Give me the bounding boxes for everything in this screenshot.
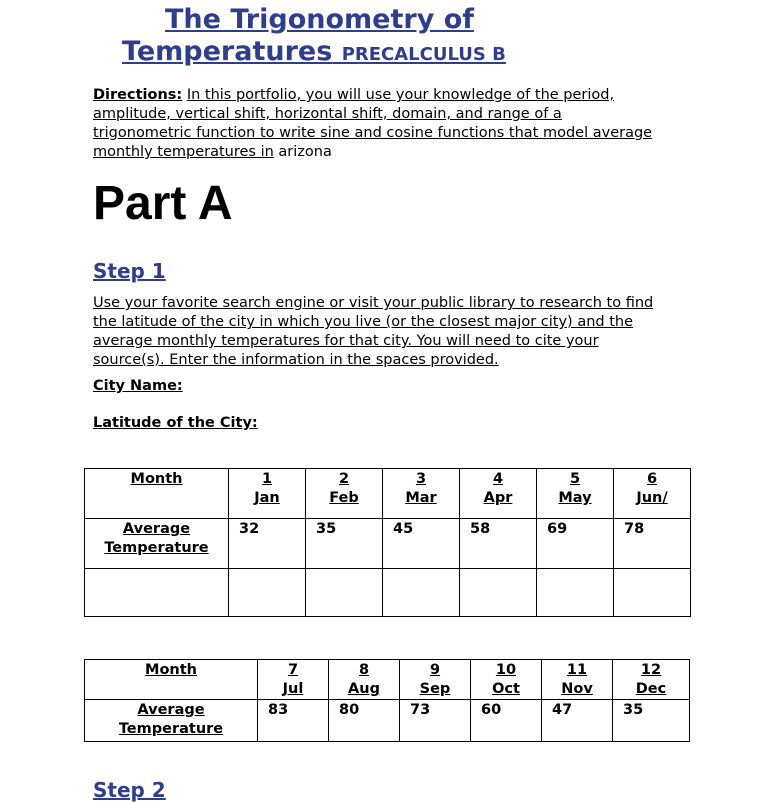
month-cell bbox=[329, 660, 400, 700]
month-number: 7 bbox=[287, 662, 299, 678]
temperature-cell[interactable]: 69 bbox=[537, 519, 614, 569]
temperature-cell[interactable]: 58 bbox=[460, 519, 537, 569]
document-title-line-1: The Trigonometry of bbox=[165, 4, 474, 35]
month-cell bbox=[229, 469, 306, 519]
month-number: 9 bbox=[429, 662, 441, 678]
average-temperature-label bbox=[85, 700, 258, 742]
title-temperatures: Temperatures bbox=[122, 36, 333, 67]
avg-label-line-2: Temperature bbox=[118, 721, 224, 737]
temperature-cell[interactable]: 73 bbox=[400, 700, 471, 742]
month-name: May bbox=[558, 490, 592, 506]
title-course: PRECALCULUS B bbox=[341, 44, 506, 65]
month-cell bbox=[613, 660, 690, 700]
empty-cell[interactable] bbox=[85, 569, 229, 617]
average-temperature-row bbox=[85, 519, 691, 569]
temperature-cell[interactable]: 35 bbox=[306, 519, 383, 569]
month-name: Feb bbox=[329, 490, 359, 506]
temperature-cell[interactable]: 35 bbox=[613, 700, 690, 742]
temperature-cell[interactable]: 45 bbox=[383, 519, 460, 569]
month-cell bbox=[471, 660, 542, 700]
month-header-row bbox=[85, 469, 691, 519]
temperature-table-jul-dec bbox=[84, 659, 690, 742]
temperature-cell[interactable]: 80 bbox=[329, 700, 400, 742]
month-cell bbox=[258, 660, 329, 700]
avg-label-line-1: Average bbox=[122, 521, 191, 537]
month-number: 8 bbox=[358, 662, 370, 678]
document-title-line-2 bbox=[122, 36, 506, 67]
empty-cell[interactable] bbox=[306, 569, 383, 617]
month-name: Nov bbox=[561, 681, 593, 697]
month-cell bbox=[306, 469, 383, 519]
directions-text: In this portfolio, you will use your knowledge of the period, amplitude, vertical shift, horizontal shift, domain, and range of a trigonometric function to write sine and cosine functions that model average monthly temperatures in bbox=[93, 87, 653, 160]
month-number: 6 bbox=[646, 471, 658, 487]
month-name: Jul bbox=[282, 681, 304, 697]
month-number: 12 bbox=[640, 662, 662, 678]
month-name: Apr bbox=[483, 490, 513, 506]
temperature-cell[interactable]: 47 bbox=[542, 700, 613, 742]
month-cell bbox=[400, 660, 471, 700]
empty-cell[interactable] bbox=[537, 569, 614, 617]
temperature-cell[interactable]: 83 bbox=[258, 700, 329, 742]
month-cell bbox=[614, 469, 691, 519]
empty-cell[interactable] bbox=[229, 569, 306, 617]
empty-cell[interactable] bbox=[383, 569, 460, 617]
average-temperature-row bbox=[85, 700, 690, 742]
month-header-row bbox=[85, 660, 690, 700]
month-name: Dec bbox=[635, 681, 667, 697]
temperature-table-jan-jun bbox=[84, 468, 691, 617]
temperature-cell[interactable]: 78 bbox=[614, 519, 691, 569]
directions-place: arizona bbox=[278, 144, 332, 160]
month-number: 11 bbox=[566, 662, 588, 678]
step-2-heading: Step 2 bbox=[93, 778, 166, 802]
month-cell bbox=[537, 469, 614, 519]
month-name: Sep bbox=[419, 681, 451, 697]
step-1-heading: Step 1 bbox=[93, 259, 166, 283]
month-number: 3 bbox=[415, 471, 427, 487]
directions-label: Directions: bbox=[93, 87, 183, 103]
month-header-cell: Month bbox=[85, 469, 229, 519]
empty-cell[interactable] bbox=[614, 569, 691, 617]
month-cell bbox=[542, 660, 613, 700]
temperature-cell[interactable]: 32 bbox=[229, 519, 306, 569]
empty-row bbox=[85, 569, 691, 617]
latitude-label: Latitude of the City: bbox=[93, 415, 258, 431]
temperature-cell[interactable]: 60 bbox=[471, 700, 542, 742]
city-name-label: City Name: bbox=[93, 378, 183, 394]
month-number: 5 bbox=[569, 471, 581, 487]
average-temperature-label bbox=[85, 519, 229, 569]
month-cell bbox=[460, 469, 537, 519]
step-1-instructions: Use your favorite search engine or visit your public library to research to find the latitude of the city in which you live (or the closest major city) and the average monthly temperatures for that city. You will need to cite your source(s). Enter the information in the spaces provided. bbox=[93, 295, 654, 368]
month-name: Mar bbox=[405, 490, 437, 506]
month-number: 4 bbox=[492, 471, 504, 487]
month-number: 2 bbox=[338, 471, 350, 487]
month-header-cell: Month bbox=[85, 660, 258, 700]
month-number: 1 bbox=[261, 471, 273, 487]
empty-cell[interactable] bbox=[460, 569, 537, 617]
avg-label-line-2: Temperature bbox=[104, 540, 209, 556]
directions-paragraph bbox=[93, 86, 653, 162]
month-name: Oct bbox=[492, 681, 520, 697]
month-cell bbox=[383, 469, 460, 519]
avg-label-line-1: Average bbox=[137, 702, 205, 718]
part-a-heading: Part A bbox=[93, 177, 233, 230]
month-number: 10 bbox=[495, 662, 517, 678]
month-name: Jan bbox=[254, 490, 280, 506]
month-name: Aug bbox=[348, 681, 380, 697]
month-name: Jun/ bbox=[636, 490, 668, 506]
